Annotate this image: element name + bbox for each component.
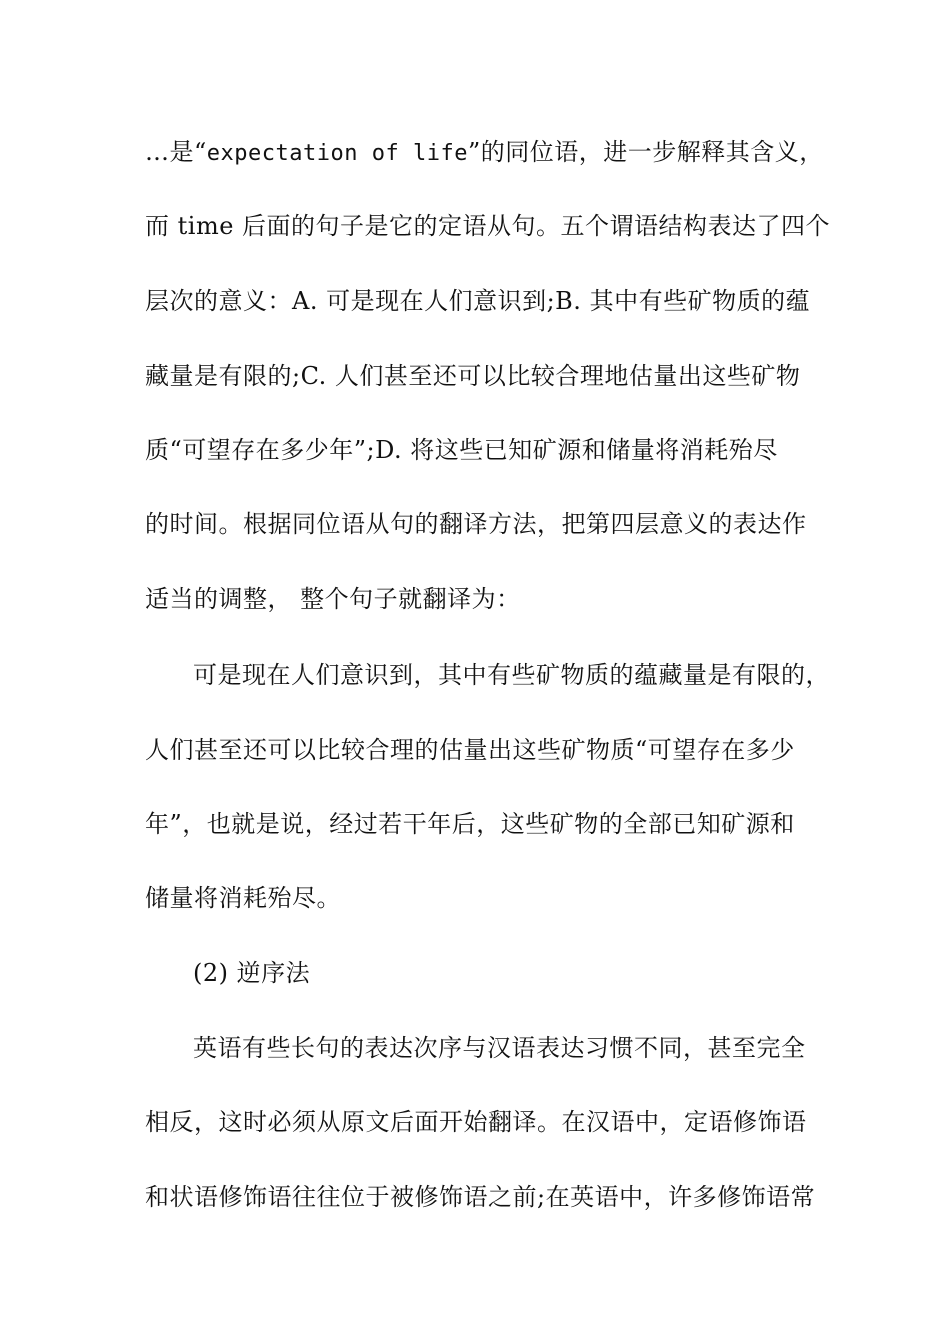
paragraph-1-line-5: 质“可望存在多少年”;D. 将这些已知矿源和储量将消耗殆尽: [145, 436, 778, 464]
paragraph-1-line-3: 层次的意义：A. 可是现在人们意识到;B. 其中有些矿物质的蕴: [145, 287, 811, 315]
paragraph-3-line-2: 相反，这时必须从原文后面开始翻译。在汉语中，定语修饰语: [145, 1108, 807, 1136]
paragraph-1-line-2: 而 time 后面的句子是它的定语从句。五个谓语结构表达了四个: [145, 212, 831, 240]
paragraph-1-line-7: 适当的调整， 整个句子就翻译为：: [145, 585, 521, 613]
paragraph-2-line-1: 可是现在人们意识到，其中有些矿物质的蕴藏量是有限的，: [193, 661, 830, 689]
paragraph-1-line-4: 藏量是有限的;C. 人们甚至还可以比较合理地估量出这些矿物: [145, 362, 801, 390]
paragraph-3-line-3: 和状语修饰语往往位于被修饰语之前;在英语中，许多修饰语常: [145, 1183, 816, 1211]
paragraph-1-line-6: 的时间。根据同位语从句的翻译方法，把第四层意义的表达作: [145, 510, 807, 538]
paragraph-2-line-4: 储量将消耗殆尽。: [145, 884, 341, 912]
paragraph-1-line-1: [145, 136, 845, 170]
paragraph-2-line-3: 年”，也就是说，经过若干年后，这些矿物的全部已知矿源和: [145, 810, 795, 838]
line-1-prefix: …是“: [145, 138, 207, 166]
english-phrase: expectation of life: [206, 141, 468, 166]
section-heading: (2) 逆序法: [193, 959, 311, 987]
paragraph-2-line-2: 人们甚至还可以比较合理的估量出这些矿物质“可望存在多少: [145, 736, 795, 764]
line-1-suffix: ”的同位语，进一步解释其含义，: [467, 138, 824, 166]
paragraph-3-line-1: 英语有些长句的表达次序与汉语表达习惯不同，甚至完全: [193, 1034, 806, 1062]
